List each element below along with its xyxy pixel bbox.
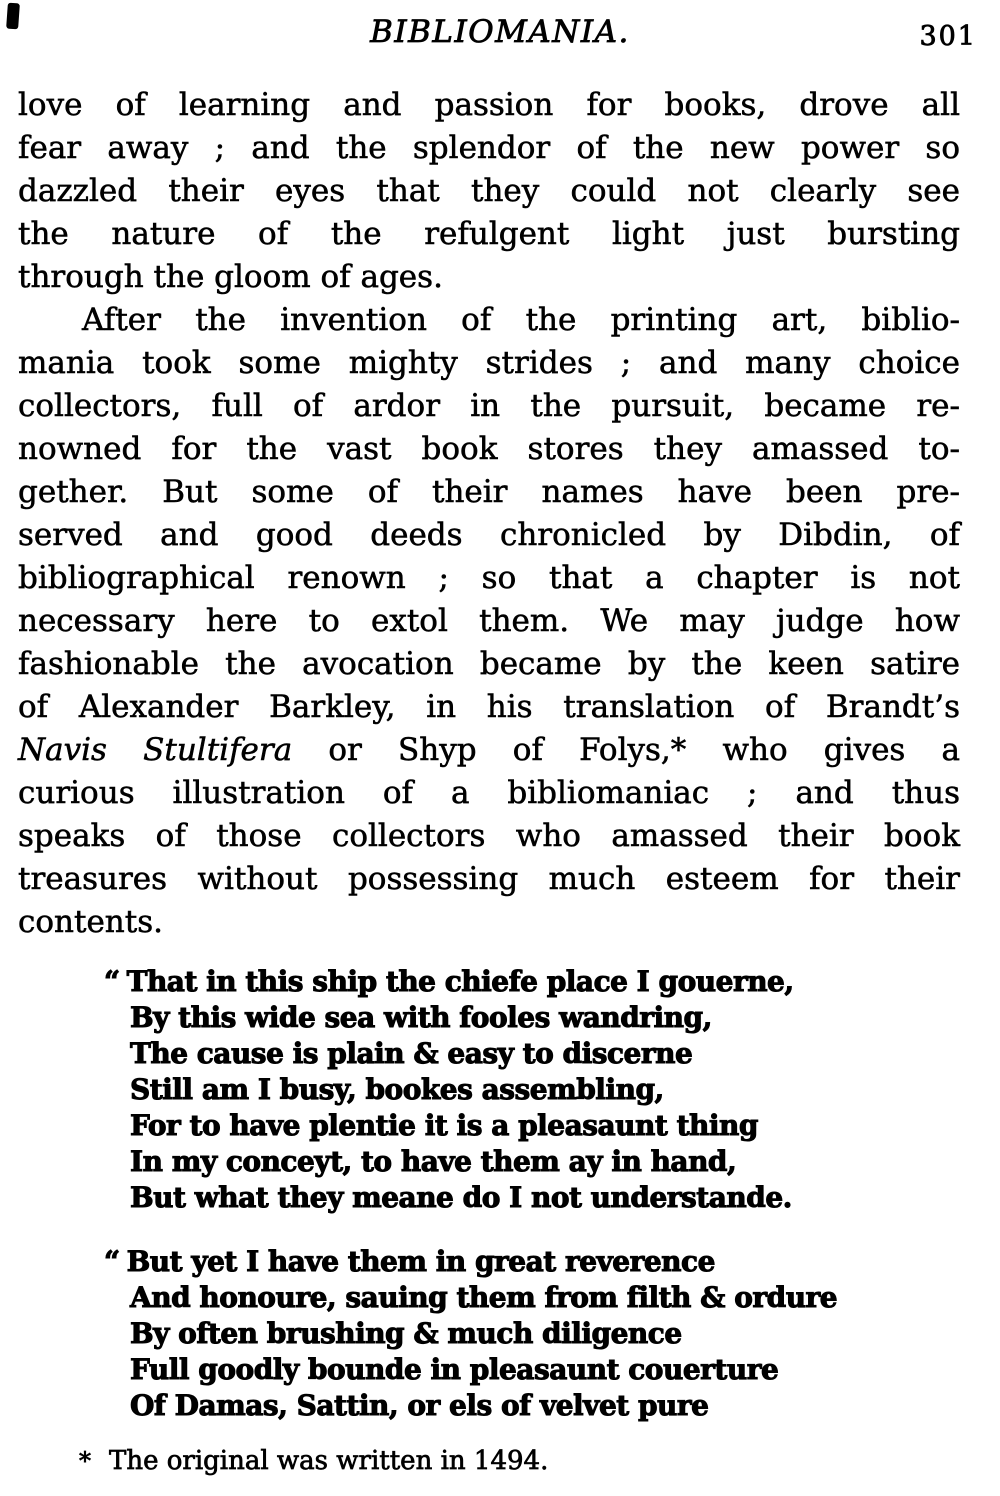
verse-line-text: But yet I have them in great reverence — [126, 1245, 715, 1278]
verse-line: The cause is plain & easy to discerne — [130, 1037, 693, 1070]
text-line — [18, 729, 960, 772]
text-line: necessary here to extol them. We may judge how — [18, 603, 960, 639]
page-title: BIBLIOMANIA. — [370, 14, 630, 50]
verse-line — [104, 964, 960, 1000]
text-line: speaks of those collectors who amassed their book — [18, 818, 960, 854]
text-line: of Alexander Barkley, in his translation of Brandt’s — [18, 689, 960, 725]
text-line: fear away ; and the splendor of the new power so — [18, 130, 960, 166]
verse-line: By often brushing & much diligence — [130, 1317, 682, 1350]
verse-line: Of Damas, Sattin, or els of velvet pure — [130, 1389, 709, 1422]
paragraph-1 — [18, 84, 960, 299]
text-line: treasures without possessing much esteem for their — [18, 861, 960, 897]
verse-line: By this wide sea with fooles wandring, — [130, 1001, 712, 1034]
page-header — [0, 14, 1000, 60]
text-line: bibliographical renown ; so that a chapter is not — [18, 560, 960, 596]
verse-line: For to have plentie it is a pleasaunt thing — [130, 1109, 758, 1142]
open-quote: “ — [104, 965, 120, 998]
text-line: mania took some mighty strides ; and many choice — [18, 345, 960, 381]
footnote-text: The original was written in 1494. — [109, 1446, 549, 1476]
verse-line: But what they meane do I not understande. — [130, 1181, 792, 1214]
verse-line-text: That in this ship the chiefe place I gouerne, — [126, 965, 794, 998]
verse-line: Still am I busy, bookes assembling, — [130, 1073, 664, 1106]
text-line: served and good deeds chronicled by Dibdin, of — [18, 517, 960, 553]
text-line: curious illustration of a bibliomaniac ; and thus — [18, 775, 960, 811]
footnote — [18, 1444, 960, 1478]
text-line: dazzled their eyes that they could not clearly see — [18, 173, 960, 209]
open-quote: “ — [104, 1245, 120, 1278]
text-line: gether. But some of their names have been pre- — [18, 474, 960, 510]
text-line: love of learning and passion for books, drove all — [18, 87, 960, 123]
text-line: collectors, full of ardor in the pursuit, became re- — [18, 388, 960, 424]
verse-line: In my conceyt, to have them ay in hand, — [130, 1145, 737, 1178]
footnote-marker: * — [79, 1447, 91, 1475]
verse-line: Full goodly bounde in pleasaunt couerture — [130, 1353, 779, 1386]
text-line: through the gloom of ages. — [18, 259, 443, 295]
text-line: the nature of the refulgent light just bursting — [18, 216, 960, 252]
page-number: 301 — [919, 21, 977, 52]
italic-book-title: Navis Stultifera — [18, 732, 293, 768]
text-line: contents. — [18, 904, 163, 940]
text-line-rest: or Shyp of Folys,* who gives a — [292, 732, 960, 768]
verse-stanza-1 — [18, 964, 960, 1216]
text-line: nowned for the vast book stores they amassed to- — [18, 431, 960, 467]
text-line: After the invention of the printing art, biblio- — [82, 302, 960, 338]
page-body — [18, 84, 960, 1478]
paragraph-2 — [18, 299, 960, 944]
verse-line: And honoure, sauing them from filth & ordure — [130, 1281, 838, 1314]
verse-line — [104, 1244, 960, 1280]
verse-stanza-2 — [18, 1244, 960, 1424]
text-line: fashionable the avocation became by the keen satire — [18, 646, 960, 682]
